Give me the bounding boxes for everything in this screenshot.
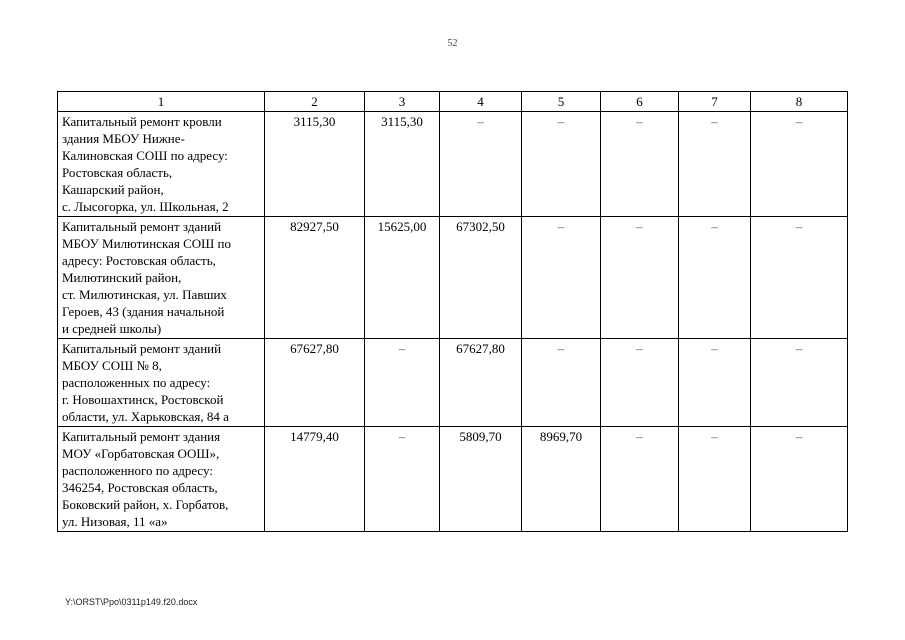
description-line: МБОУ СОШ № 8, [62, 358, 162, 373]
data-table [57, 91, 848, 532]
description-line: г. Новошахтинск, Ростовской [62, 392, 224, 407]
description-line: расположенных по адресу: [62, 375, 211, 390]
value-cell: 8969,70 [522, 427, 601, 532]
value-cell: 82927,50 [265, 217, 365, 339]
value-cell: – [751, 112, 848, 217]
value-cell: 14779,40 [265, 427, 365, 532]
description-line: 346254, Ростовская область, [62, 480, 218, 495]
description-line: адресу: Ростовская область, [62, 253, 216, 268]
description-line: Кашарский район, [62, 182, 164, 197]
description-cell [58, 339, 265, 427]
description-line: Капитальный ремонт кровли [62, 114, 222, 129]
value-cell: 15625,00 [365, 217, 440, 339]
value-cell: – [601, 217, 679, 339]
column-header: 8 [751, 92, 848, 112]
description-line: с. Лысогорка, ул. Школьная, 2 [62, 199, 229, 214]
table-row [58, 112, 848, 217]
value-cell: 3115,30 [365, 112, 440, 217]
column-header: 5 [522, 92, 601, 112]
table-row [58, 217, 848, 339]
value-cell: 67627,80 [265, 339, 365, 427]
description-line: Капитальный ремонт зданий [62, 341, 222, 356]
column-header: 3 [365, 92, 440, 112]
column-header: 4 [440, 92, 522, 112]
description-cell [58, 112, 265, 217]
value-cell: 67627,80 [440, 339, 522, 427]
description-cell [58, 427, 265, 532]
description-line: Боковский район, х. Горбатов, [62, 497, 229, 512]
column-header: 6 [601, 92, 679, 112]
description-line: МБОУ Милютинская СОШ по [62, 236, 231, 251]
description-cell [58, 217, 265, 339]
description-line: Капитальный ремонт зданий [62, 219, 222, 234]
description-line: расположенного по адресу: [62, 463, 213, 478]
value-cell: – [679, 112, 751, 217]
value-cell: 5809,70 [440, 427, 522, 532]
table-row [58, 427, 848, 532]
table-row [58, 339, 848, 427]
description-line: МОУ «Горбатовская ООШ», [62, 446, 220, 461]
header-row [58, 92, 848, 112]
value-cell: – [751, 339, 848, 427]
value-cell: – [751, 427, 848, 532]
value-cell: – [679, 217, 751, 339]
description-line: и средней школы) [62, 321, 162, 336]
value-cell: – [440, 112, 522, 217]
value-cell: – [601, 339, 679, 427]
description-line: Героев, 43 (здания начальной [62, 304, 225, 319]
page-number: 52 [447, 38, 458, 49]
column-header: 7 [679, 92, 751, 112]
document-file-path: Y:\ORST\Ppo\0311p149.f20.docx [65, 597, 198, 607]
value-cell: – [522, 217, 601, 339]
column-header: 2 [265, 92, 365, 112]
description-line: Милютинский район, [62, 270, 182, 285]
value-cell: – [601, 427, 679, 532]
description-line: области, ул. Харьковская, 84 а [62, 409, 229, 424]
value-cell: 3115,30 [265, 112, 365, 217]
value-cell: – [522, 339, 601, 427]
description-line: ст. Милютинская, ул. Павших [62, 287, 227, 302]
value-cell: – [679, 339, 751, 427]
value-cell: – [365, 339, 440, 427]
column-header: 1 [58, 92, 265, 112]
description-line: Капитальный ремонт здания [62, 429, 221, 444]
value-cell: – [751, 217, 848, 339]
value-cell: – [365, 427, 440, 532]
description-line: здания МБОУ Нижне- [62, 131, 185, 146]
description-line: ул. Низовая, 11 «а» [62, 514, 168, 529]
value-cell: – [679, 427, 751, 532]
value-cell: – [601, 112, 679, 217]
value-cell: – [522, 112, 601, 217]
description-line: Калиновская СОШ по адресу: [62, 148, 228, 163]
description-line: Ростовская область, [62, 165, 173, 180]
value-cell: 67302,50 [440, 217, 522, 339]
